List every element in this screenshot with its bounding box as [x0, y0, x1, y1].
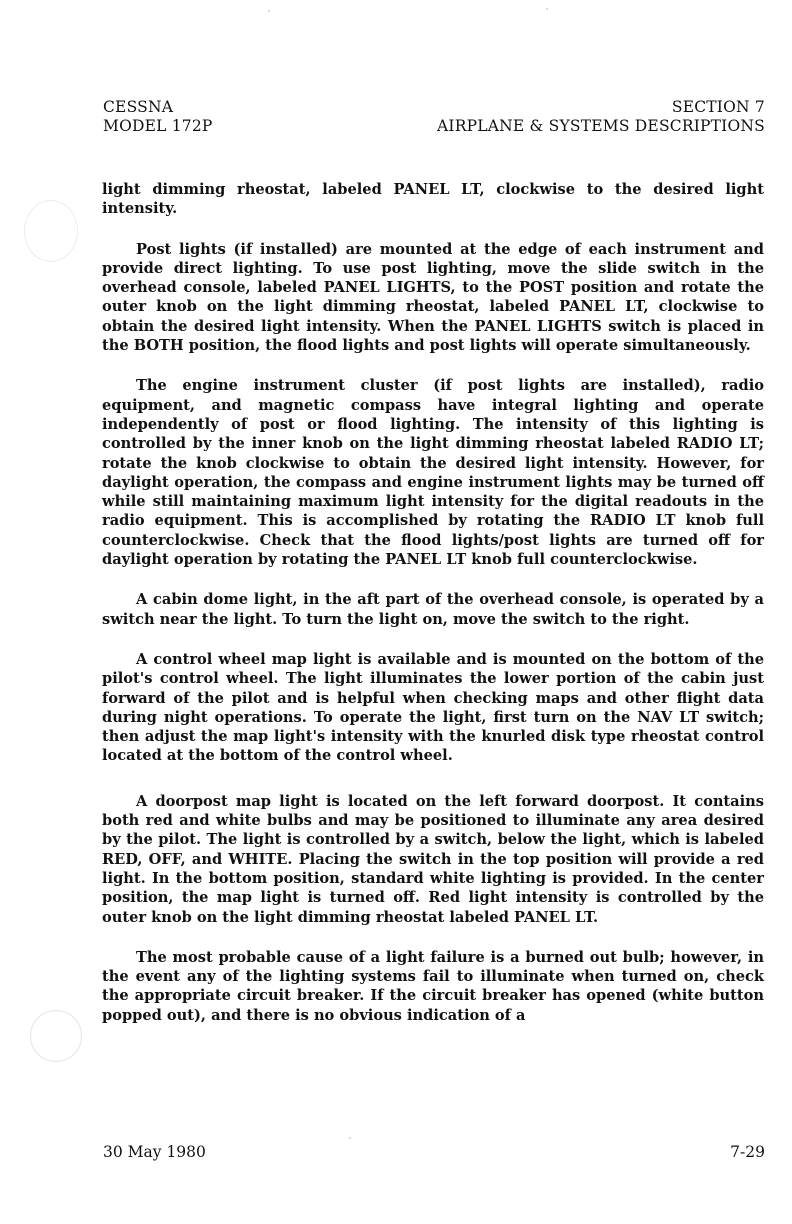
- scan-speck: [268, 10, 270, 12]
- paragraph-engine-instrument-cluster: The engine instrument cluster (if post lights are installed), radio equipment, and magnetic compass have integral lighting and operate independently of post or flood lighting. The intensity of this lighting is controlled by the inner knob on the light dimming rheostat labeled RADIO LT; rotate the knob clockwise to obtain the desired light intensity. However, for daylight operation, the compass and engine instrument lights may be turned off while still maintaining maximum light intensity for the digital readouts in the radio equipment. This is accomplished by rotating the RADIO LT knob full counterclockwise. Check that the flood lights/post lights are turned off for daylight operation by rotating the PANEL LT knob full counterclockwise.: [102, 377, 764, 569]
- header-right: [437, 98, 765, 136]
- header-left: [103, 98, 213, 136]
- page-header: [103, 98, 765, 142]
- manufacturer-label: CESSNA: [103, 98, 174, 116]
- section-label: SECTION 7: [671, 98, 765, 116]
- scan-speck: [349, 1137, 351, 1139]
- binder-hole-mark: [30, 1010, 82, 1062]
- paragraph-post-lights: Post lights (if installed) are mounted at the edge of each instrument and provide direct lighting. To use post lighting, move the slide switch in the overhead console, labeled PANEL LIGHTS, to the POST position and rotate the outer knob on the light dimming rheostat, labeled PANEL LT, clockwise to obtain the desired light intensity. When the PANEL LIGHTS switch is placed in the BOTH position, the flood lights and post lights will operate simultaneously.: [102, 240, 764, 355]
- model-label: MODEL 172P: [103, 117, 213, 135]
- scan-speck: [546, 8, 548, 10]
- section-title: AIRPLANE & SYSTEMS DESCRIPTIONS: [437, 117, 765, 135]
- paragraph-cabin-dome-light: A cabin dome light, in the aft part of the overhead console, is operated by a switch near the light. To turn the light on, move the switch to the right.: [102, 591, 764, 628]
- paragraph-continuation: light dimming rheostat, labeled PANEL LT, clockwise to the desired light intensity.: [102, 181, 764, 218]
- binder-hole-mark: [24, 200, 78, 262]
- footer-date: 30 May 1980: [103, 1143, 206, 1161]
- paragraph-control-wheel-map-light: A control wheel map light is available and is mounted on the bottom of the pilot's control wheel. The light illuminates the lower portion of the cabin just forward of the pilot and is helpful when checking maps and other flight data during night operations. To operate the light, first turn on the NAV LT switch; then adjust the map light's intensity with the knurled disk type rheostat control located at the bottom of the control wheel.: [102, 650, 764, 765]
- paragraph-light-failure: The most probable cause of a light failure is a burned out bulb; however, in the event any of the lighting systems fail to illuminate when turned on, check the appropriate circuit breaker. If the circuit breaker has opened (white button popped out), and there is no obvious indication of a: [102, 948, 764, 1024]
- page-body: [102, 180, 764, 1046]
- footer-page-number: 7-29: [730, 1143, 765, 1161]
- paragraph-doorpost-map-light: A doorpost map light is located on the left forward doorpost. It contains both red and white bulbs and may be positioned to illuminate any area desired by the pilot. The light is controlled by a switch, below the light, which is labeled RED, OFF, and WHITE. Placing the switch in the top position will provide a red light. In the bottom position, standard white lighting is provided. In the center position, the map light is turned off. Red light intensity is controlled by the outer knob on the light dimming rheostat labeled PANEL LT.: [102, 792, 764, 926]
